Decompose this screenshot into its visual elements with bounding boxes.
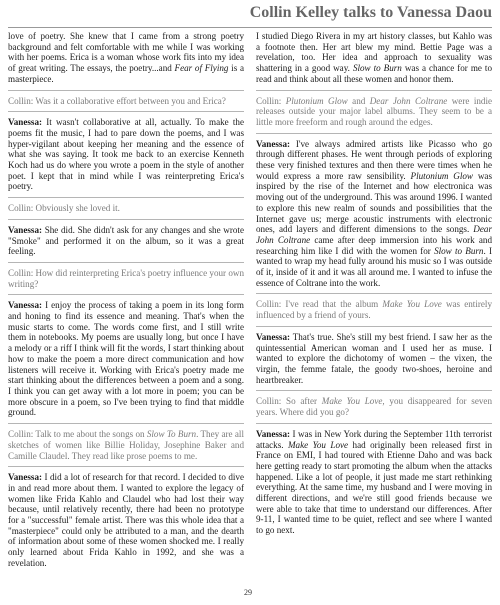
paragraph-text: I was in New York during the September 11th terrorist attacks. Make You Love had originally been released first in France on EMI, I had toured with Etienne Daho and was back here getting ready to start promoting the album when the attacks happened. Like a lot of people, it just made me start rethinking everything. At the same time, my husband and I were moving in different directions, and we're still good friends because we were able to take that time to understand our differences. After 9-11, I wanted time to be quiet, reflect and see where I wanted to go next. (256, 428, 493, 536)
section-divider (8, 197, 244, 198)
speaker-label: Vanessa: (256, 331, 291, 342)
interview-question (256, 396, 492, 417)
left-column (8, 31, 244, 569)
paragraph-text: That's true. She's still my best friend. I saw her as the quintessential American woman and I used her as muse. I wanted to explore the dichotomy of women – the vixen, the virgin, the femme fatale, the goody two-shoes, heroine and heartbreaker. (256, 331, 493, 385)
section-divider (8, 262, 244, 263)
interview-answer (256, 429, 492, 536)
speaker-label: Vanessa: (8, 472, 43, 483)
speaker-label: Collin: (256, 396, 282, 407)
interview-answer (8, 472, 244, 568)
speaker-label: Vanessa: (8, 300, 43, 311)
section-divider (256, 293, 492, 294)
section-divider (8, 423, 244, 424)
paragraph-text: I've read that the album Make You Love was entirely influenced by a friend of yours. (256, 299, 492, 321)
interview-question (8, 203, 244, 214)
section-divider (256, 390, 492, 391)
section-divider (8, 111, 244, 112)
header-rule (8, 27, 492, 28)
speaker-label: Collin: (8, 429, 34, 440)
section-divider (256, 133, 492, 134)
page-number: 29 (244, 588, 252, 597)
paragraph-text: Talk to me about the songs on Slow To Burn. They are all sketches of women like Billie Holiday, Josephine Baker and Camille Claudel. They read like prose poems to me. (8, 429, 244, 461)
speaker-label: Vanessa: (8, 224, 43, 235)
body-paragraph (8, 31, 244, 85)
paragraph-text: I studied Diego Rivera in my art history classes, but Kahlo was a footnote then. Her art blew my mind. Bettie Page was a revelation, too. Her idea and approach to sexuality was shattering in a good way. Slow to Burn was a chance for me to read and think about all these women and honor them. (256, 31, 492, 84)
paragraph-text: Was it a collaborative effort between you and Erica? (35, 95, 226, 106)
section-divider (8, 294, 244, 295)
paragraph-text: She did. She didn't ask for any changes and she wrote "Smoke" and performed it on the album, so it was a great feeling. (8, 224, 244, 257)
interview-answer (8, 225, 244, 257)
paragraph-text: Plutonium Glow and Dear John Coltrane were indie releases outside your major label albums. They seem to be a little more freeform and rough around the edges. (256, 95, 493, 127)
speaker-label: Collin: (256, 299, 282, 310)
speaker-label: Collin: (8, 267, 34, 278)
interview-question (8, 268, 244, 289)
speaker-label: Vanessa: (256, 138, 291, 149)
section-divider (256, 326, 492, 327)
body-paragraph (256, 31, 492, 85)
interview-question (8, 96, 244, 107)
paragraph-text: I've always admired artists like Picasso who go through different phases. He went through periods of exploring these very finished textures and then there were times when he would express a more raw sensibility. Plutonium Glow was inspired by the rise of the Internet and how electronica was moving out of the underground. This was around 1996. I wanted to explore this new realm of sounds and possibilities that the Internet gave us; merge acoustic instruments with electronic ones, add layers and different dimensions to the songs. Dear John Coltrane came after deep immersion into his work and researching him like I did with the women for Slow to Burn. I wanted to wrap my head fully around his music so I was outside of it, inside of it and it was all around me. I wanted to infuse the essence of Coltrane into the work. (256, 138, 493, 288)
section-divider (8, 90, 244, 91)
speaker-label: Vanessa: (256, 428, 291, 439)
interview-answer (256, 332, 492, 386)
interview-answer (256, 139, 492, 289)
speaker-label: Vanessa: (8, 117, 43, 128)
interview-answer (8, 300, 244, 418)
paragraph-text: Obviously she loved it. (35, 203, 120, 214)
paragraph-text: It wasn't collaborative at all, actually. To make the poems fit the music, I had to pare down the poems, and I was hyper-vigilant about keeping her meaning and the essence of what she was saying. It took me back to an exercise Kenneth Koch had us do where you wrote a poem in the style of another poet. I kept that in mind while I was reinterpreting Erica's poetry. (8, 117, 244, 192)
section-divider (256, 423, 492, 424)
interview-question (256, 96, 492, 128)
paragraph-text: love of poetry. She knew that I came from a strong poetry background and felt comfortable with me while I was working with her poems. Erica is a woman whose work fits into my idea of great writing. The essays, the poetry...and Fear of Flying is a masterpiece. (8, 31, 244, 84)
interview-question (8, 429, 244, 461)
interview-question (256, 299, 492, 320)
paragraph-text: I did a lot of research for that record. I decided to dive in and read more about them. I wanted to explore the legacy of women like Frida Kahlo and Claudel who had lost their way because, until relatively recently, there had been no prototype for a "successful" female artist. There was this whole idea that a "masterpiece" could only be attributed to a man, and the dearth of information about some of these women shocked me. I really only learned about Frida Kahlo in 1992, and she was a revelation. (8, 472, 244, 568)
article-title: Collin Kelley talks to Vanessa Daou (249, 4, 492, 21)
section-divider (8, 219, 244, 220)
paragraph-text: How did reinterpreting Erica's poetry influence your own writing? (8, 267, 245, 289)
speaker-label: Collin: (256, 95, 282, 106)
speaker-label: Collin: (8, 203, 34, 214)
section-divider (256, 90, 492, 91)
right-column (256, 31, 492, 536)
paragraph-text: So after Make You Love, you disappeared for seven years. Where did you go? (256, 396, 493, 418)
speaker-label: Collin: (8, 95, 34, 106)
paragraph-text: I enjoy the process of taking a poem in its long form and honing to find its essence and meaning. That's when the music starts to come. The words come first, and I still write them in notebooks. My poems are usually long, but once I have a melody or a riff I think will fit the words, I start thinking about how to make the poem a more direct communication and how listeners will receive it. Working with Erica's poetry made me start thinking about the differences between a poem and a song. I think you can get away with a lot more in poem; you can be more obscure in a poem, so I've been trying to find that middle ground. (8, 300, 244, 418)
interview-answer (8, 117, 244, 192)
section-divider (8, 466, 244, 467)
page-header (8, 4, 492, 26)
